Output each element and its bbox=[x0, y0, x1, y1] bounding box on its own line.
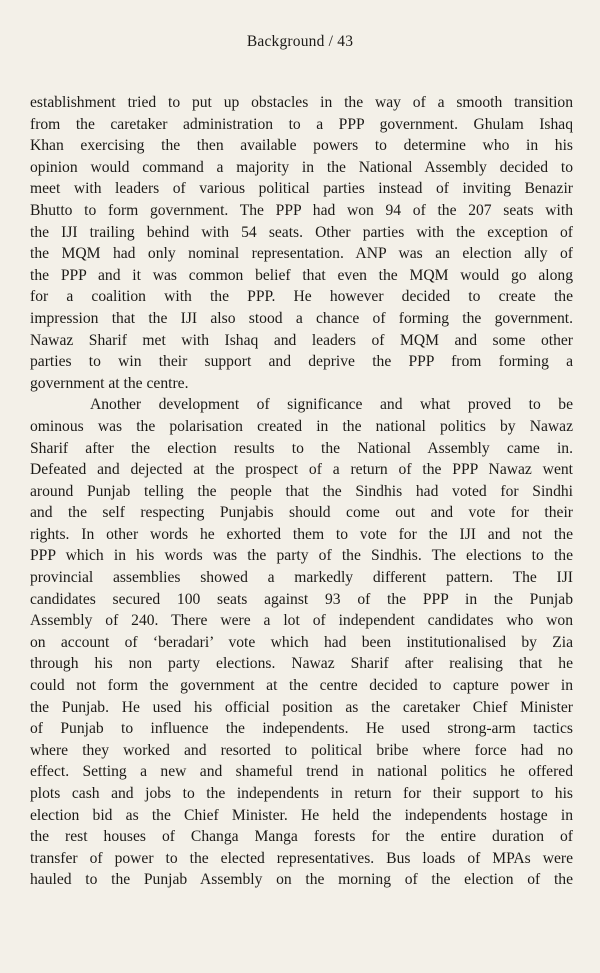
text-line: Nawaz Sharif met with Ishaq and leaders of MQM and some other bbox=[30, 331, 573, 349]
text-line: Sharif after the election results to the National Assembly came in. bbox=[30, 439, 573, 457]
text-line: the MQM had only nominal representation. ANP was an election ally of bbox=[30, 245, 573, 263]
text-line: effect. Setting a new and shameful trend in national politics he offered bbox=[30, 763, 573, 781]
text-line: on account of ‘beradari’ vote which had been institutionalised by Zia bbox=[30, 633, 573, 651]
text-line: opinion would command a majority in the National Assembly decided to bbox=[30, 158, 573, 176]
text-line: of Punjab to influence the independents. He used strong-arm tactics bbox=[30, 720, 573, 738]
text-line: for a coalition with the PPP. He however decided to create the bbox=[30, 288, 573, 306]
page-number: 43 bbox=[337, 33, 354, 50]
text-line: from the caretaker administration to a PPP government. Ghulam Ishaq bbox=[30, 115, 573, 133]
text-line: hauled to the Punjab Assembly on the morning of the election of the bbox=[30, 871, 573, 889]
text-line: Another development of significance and what proved to be bbox=[90, 396, 573, 414]
text-line: Khan exercising the then available powers to determine who in his bbox=[30, 137, 573, 155]
text-line: establishment tried to put up obstacles in the way of a smooth transition bbox=[30, 94, 573, 111]
text-line: Defeated and dejected at the prospect of a return of the PPP Nawaz went bbox=[30, 461, 573, 479]
chapter-title: Background bbox=[246, 33, 325, 50]
text-line: the PPP and it was common belief that even the MQM would go along bbox=[30, 266, 573, 284]
header-separator: / bbox=[328, 33, 334, 50]
text-line: provincial assemblies showed a markedly different pattern. The IJI bbox=[30, 569, 573, 587]
text-line: meet with leaders of various political parties instead of inviting Benazir bbox=[30, 180, 573, 198]
text-line: around Punjab telling the people that the Sindhis had voted for Sindhi bbox=[30, 482, 573, 500]
running-head bbox=[0, 33, 600, 51]
text-line: PPP which in his words was the party of the Sindhis. The elections to the bbox=[30, 547, 573, 565]
text-line: impression that the IJI also stood a chance of forming the government. bbox=[30, 309, 573, 327]
text-line: ominous was the polarisation created in the national politics by Nawaz bbox=[30, 417, 573, 435]
text-line: government at the centre. bbox=[30, 374, 189, 392]
text-line: parties to win their support and deprive the PPP from forming a bbox=[30, 353, 573, 371]
text-line: and the self respecting Punjabis should come out and vote for their bbox=[30, 504, 573, 522]
text-line: the IJI trailing behind with 54 seats. Other parties with the exception of bbox=[30, 223, 573, 241]
text-line: Bhutto to form government. The PPP had won 94 of the 207 seats with bbox=[30, 201, 573, 219]
text-line: plots cash and jobs to the independents in return for their support to his bbox=[30, 785, 573, 802]
text-line: through his non party elections. Nawaz Sharif after realising that he bbox=[30, 655, 573, 673]
body-text bbox=[30, 92, 573, 891]
text-line: Assembly of 240. There were a lot of independent candidates who won bbox=[30, 612, 573, 630]
text-line: election bid as the Chief Minister. He held the independents hostage in bbox=[30, 806, 573, 824]
text-line: the rest houses of Changa Manga forests for the entire duration of bbox=[30, 828, 573, 846]
text-line: could not form the government at the centre decided to capture power in bbox=[30, 677, 573, 695]
text-line: the Punjab. He used his official position as the caretaker Chief Minister bbox=[30, 698, 573, 716]
text-line: where they worked and resorted to political bribe where force had no bbox=[30, 741, 573, 759]
text-line: rights. In other words he exhorted them to vote for the IJI and not the bbox=[30, 525, 573, 543]
text-line: candidates secured 100 seats against 93 of the PPP in the Punjab bbox=[30, 590, 573, 608]
text-line: transfer of power to the elected representatives. Bus loads of MPAs were bbox=[30, 849, 573, 867]
